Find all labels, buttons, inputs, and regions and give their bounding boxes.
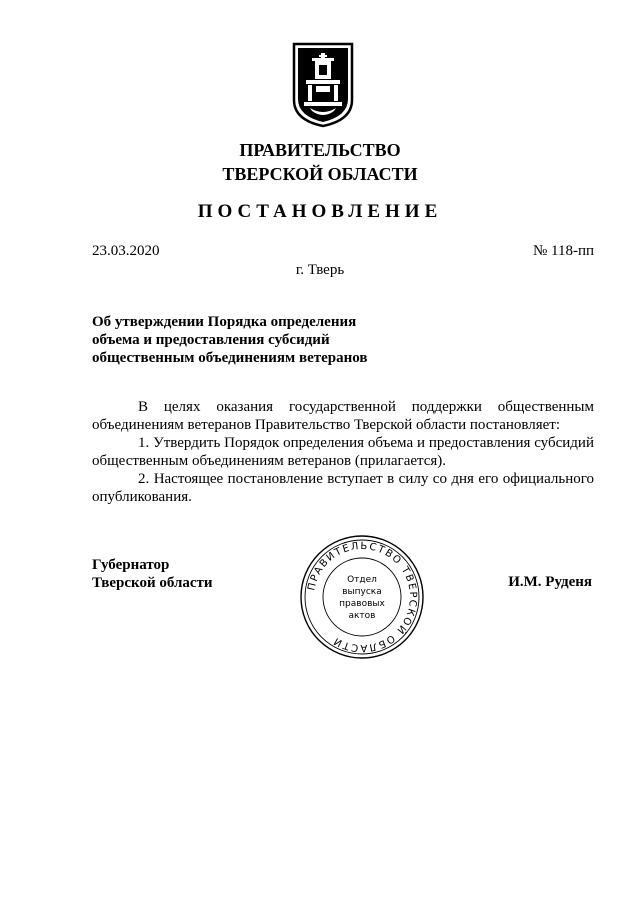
signer-title — [92, 556, 292, 592]
subject-line2: объема и предоставления субсидий — [92, 332, 330, 348]
government-title — [0, 138, 640, 186]
stamp-center-line1: Отдел — [347, 575, 377, 585]
stamp-center-line4: актов — [348, 611, 376, 621]
body-paragraph-2: 1. Утвердить Порядок определения объема и предоставления субсидий общественным объединениям ветеранов (прилагается). — [92, 435, 594, 469]
government-title-line1: ПРАВИТЕЛЬСТВО — [239, 140, 401, 160]
coat-of-arms-icon — [292, 42, 354, 128]
signer-title-line1: Губернатор — [92, 557, 170, 573]
signer-title-line2: Тверской области — [92, 575, 213, 591]
document-type: ПОСТАНОВЛЕНИЕ — [197, 201, 443, 222]
subject-line3: общественным объединениям ветеранов — [92, 350, 368, 366]
document-body — [92, 398, 594, 506]
stamp-ring-text: ПРАВИТЕЛЬСТВО ТВЕРСКОЙ ОБЛАСТИ — [306, 540, 419, 654]
document-number: № 118-пп — [532, 243, 594, 259]
document-subject — [92, 313, 392, 367]
signer-name: И.М. Руденя — [508, 574, 592, 590]
stamp-center-line2: выпуска — [342, 587, 382, 597]
body-paragraph-3: 2. Настоящее постановление вступает в силу со дня его официального опубликования. — [92, 471, 594, 505]
body-paragraph-1: В целях оказания государственной поддержки общественным объединениям ветеранов Правительство Тверской области постановляет: — [92, 399, 594, 433]
government-title-line2: ТВЕРСКОЙ ОБЛАСТИ — [222, 164, 418, 184]
document-city: г. Тверь — [295, 262, 345, 278]
stamp-center-line3: правовых — [339, 599, 385, 609]
subject-line1: Об утверждении Порядка определения — [92, 314, 357, 330]
document-date: 23.03.2020 — [92, 243, 160, 259]
official-stamp — [299, 534, 425, 660]
